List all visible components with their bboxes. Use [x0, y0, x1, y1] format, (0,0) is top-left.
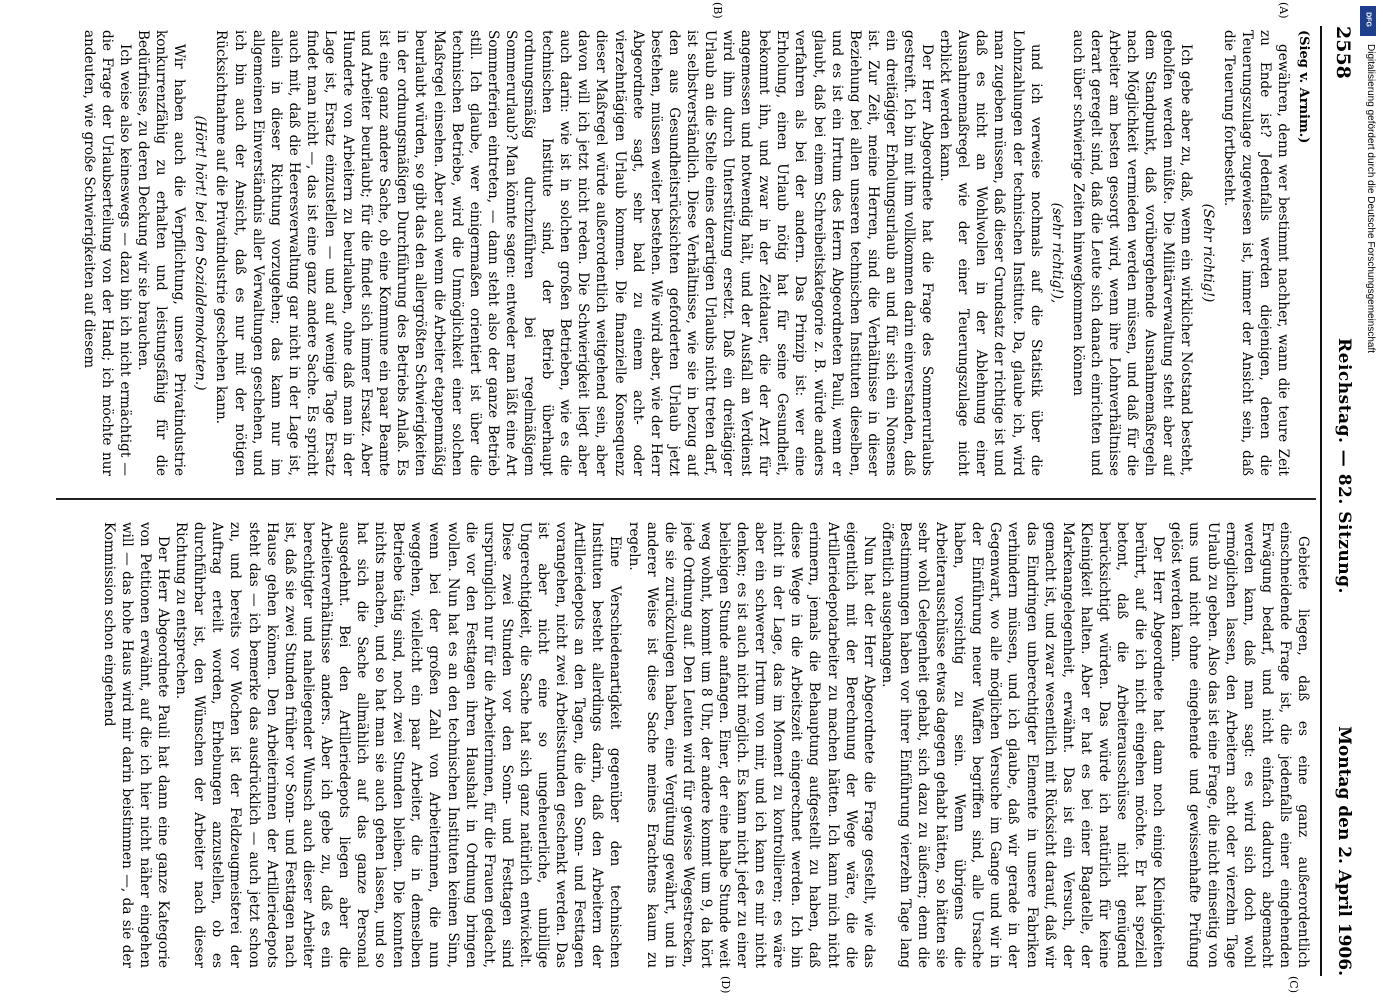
paragraph: Ich weise also keineswegs — dazu bin ich nicht ermächtigt — die Frage der Urlaubserteilung von der Hand; ich möchte nur andeuten, wie große Schwierigkeiten auf diesem	[80, 30, 133, 476]
interjection: (Sehr richtig!)	[1199, 203, 1216, 303]
header-rule	[1320, 26, 1322, 976]
paragraph: Der Herr Abgeordnete hat die Frage des Sommerurlaubs gestreift. Ich bin mit ihm vollkommen darin einverstanden, daß ein dreitägiger Erholungsurlaub an und für sich ein Nonsens ist. Zur Zeit, meine Herren, sind die Verhältnisse in dieser Beziehung bei allen unseren technischen Instituten dieselben, und es ist ein Irrtum des Herrn Abgeordneten Pauli, wenn er glaubt, daß bei einem Schreibeitskategorie z. B. würde anders verfahren als bei der andern. Das Prinzip ist: wer eine Erholung, einen Urlaub nötig hat für seine Gesundheit, bekommt ihn, und zwar in der Zeitdauer, die der Arzt für angemessen und notwendig hält, und der Ausfall an Verdienst wird ihm durch Unterstützung ersetzt. Daß ein dreitägiger Urlaub an die Stelle eines derartigen Urlaubs nicht treten darf, ist selbstverständlich. Diese Verhältnisse, wie sie in bezug auf den aus Gesundheitsrücksichten geforderten Urlaub jetzt bestehen, müssen weiter bestehen. Wie wird aber, wie der Herr Abgeordnete sagt, sehr bald zu einem acht- oder vierzehntägigen Urlaub kommen. Die finanzielle Konsequenz dieser Maßregel würde außerordentlich weitgehend sein, aber davon will ich jetzt nicht reden. Die Schwierigkeit liegt aber auch darin: wie ist in solchen großen Betrieben, wie es die technischen Institute sind, der Betrieb überhaupt ordnungsmäßig durchzuführen bei regelmäßigem Sommerurlaub? Man könnte sagen: entweder man läßt eine Art Sommerferien eintreten, — dann steht also der ganze Betrieb still. Ich glaube, wer einigermaßen orientiert ist über die technischen Betriebe, wird die Unmöglichkeit einer solchen Maßregel einsehen. Aber auch wenn die Arbeiter etappenmäßig beurlaubt würden, so gibt das den allergrößten Schwierigkeiten in der ordnungsmäßigen Durchführung des Betriebs Anlaß. Es ist eine ganz andere Sache, ob eine Kommune ein paar Beamte und Arbeiter beurlaubt; für die findet sich immer Ersatz. Aber Hunderte von Arbeitern zu beurlauben, ohne daß man in der Lage ist, Ersatz einzustellen — und auf wenige Tage Ersatz findet man nicht —, das ist eine ganz andere Sache. Es spricht auch mit, daß die Heeresverwaltung gar nicht in der Lage ist, allein in dieser Richtung vorzugehen; das kann nur im allgemeinen Einverständnis aller Verwaltungen geschehen, und ich bin auch der Ansicht, daß es nur mit der nötigen Rücksichtnahme auf die Privatindustrie geschehen kann.	[213, 30, 936, 476]
dfg-logo: DFG	[1360, 6, 1376, 36]
right-text-column	[57, 522, 1312, 968]
margin-marker-c: (C)	[1287, 976, 1300, 993]
left-text-column	[57, 30, 1312, 476]
paragraph: Nun hat der Herr Abgeordnete die Frage gestellt, wie das eigentlich mit der Berechnung der Wege wäre, die die Artilleriedepotarbeiter zu machen hätten. Ich kann mich nicht erinnern, jemals die Behauptung aufgestellt zu haben, daß diese Wege in die Arbeitszeit eingerechnet werden. Ich bin nicht in der Lage, das im Moment zu kontrollieren; es wäre aber ein schwerer Irrtum von mir, und ich kann es mir nicht denken; es ist auch nicht möglich. Es kann nicht jeder zu einer beliebigen Stunde anfangen. Einer, der eine halbe Stunde weit weg wohnt, kommt um 8 Uhr, der andere kommt um 9, da hört jede Ordnung auf. Den Leuten wird für gewisse Wegestrecken, die sie zurückzulegen haben, eine Vergütung gewährt, und in anderer Weise ist diese Sache meines Erachtens kaum zu regeln.	[625, 522, 877, 968]
paragraph: gewähren, denn wer bestimmt nachher, wann die teure Zeit zu Ende ist? Jedenfalls werden diejenigen, denen die Teuerungszulage zugewiesen ist, immer der Ansicht sein, daß die Teuerung fortbesteht.	[1220, 30, 1291, 476]
paragraph: Ich gebe aber zu, daß, wenn ein wirklicher Notstand besteht, geholfen werden müßte. Die Militärverwaltung steht aber auf dem Standpunkt, daß vorübergehende Ausnahmemaßregeln nach Möglichkeit vermieden werden müssen, und daß für die Arbeiter am besten gesorgt wird, wenn ihre Lohnverhältnisse derart geregelt sind, daß die Leute sich danach einrichten und auch über schwierige Zeiten hinwegkommen können	[1069, 30, 1195, 476]
paragraph: Der Herr Abgeordnete Pauli hat dann eine ganze Kategorie von Petitionen erwähnt, auf die ich hier nicht näher eingehen will — das hohe Haus wird mir darin beistimmen —, da sie der Kommission schon eingehend	[100, 522, 172, 968]
paragraph: und ich verweise nochmals auf die Statistik über die Lohnzahlungen der technischen Institute. Da, glaube ich, wird man zugeben müssen, daß dieser Grundsatz der richtige ist und daß es nicht an Wohlwollen in der Ablehnung einer Ausnahmemaßregel wie der einer Teuerungszulage nicht erblickt werden kann.	[937, 30, 1044, 476]
credit-text: Digitalisierung gefördert durch die Deutsche Forschungsgemeinschaft	[1365, 44, 1376, 354]
column-divider	[56, 498, 1316, 500]
margin-marker-a: (A)	[1277, 2, 1290, 19]
speaker-name: (Sieg v. Arnim.)	[1296, 30, 1311, 144]
paragraph: Der Herr Abgeordnete hat dann noch einige Kleinigkeiten berührt, auf die ich nicht eingehen möchte. Er hat speziell betont, daß die Arbeiterausschüsse nicht genügend berücksichtigt würden. Das würde ich natürlich für keine Kleinigkeit halten. Aber er hat es bei einer Bagatelle, der Markenangelegenheit, erwähnt. Das ist ein Versuch, der gemacht ist, und zwar wesentlich mit Rücksicht darauf, daß wir das Eindringen unberechtigter Elemente in unsere Fabriken verhindern müssen, und ich glaube, daß wir gerade in der Gegenwart, wo alle möglichen Versuche im Gange und wir in der Einführung neuer Waffen begriffen sind, alle Ursache haben, vorsichtig zu sein. Wenn übrigens die Arbeiterausschüsse etwas dagegen gehabt hätten, so hätten sie sehr wohl Gelegenheit gehabt, sich dazu zu äußern; denn die Bestimmungen haben vor ihrer Einführung vierzehn Tage lang öffentlich ausgehangen.	[878, 522, 1167, 968]
session-date: Montag den 2. April 1906.	[1334, 726, 1354, 976]
paragraph: Eine Verschiedenartigkeit gegenüber den technischen Instituten besteht allerdings darin, daß den Arbeitern der Artilleriedepots an den Tagen, die den Sonn- und Festtagen vorangehen, nicht zwei Arbeitsstunden geschenkt werden. Das ist aber nicht eine so ungeheuerliche, unbillige Ungerechtigkeit, die Sache hat sich ganz natürlich entwickelt. Diese zwei Stunden vor den Sonn- und Festtagen sind ursprünglich nur für die Arbeiterinnen, für die Frauen gedacht, die vor den Festtagen ihren Haushalt in Ordnung bringen wollen. Nun hat es an den technischen Instituten keinen Sinn, wenn bei der großen Zahl von Arbeiterinnen, die nun weggehen, vielleicht ein paar Arbeiter, die in demselben Betriebe tätig sind, noch zwei Stunden bleiben. Die konnten nichts machen, und so hat man sie auch gehen lassen, und so hat sich die Sache allmählich auf das ganze Personal ausgedehnt. Bei den Artilleriedepots liegen aber die Arbeiterverhältnisse anders. Aber ich gebe zu, daß es ein berechtigter und naheliegender Wunsch auch dieser Arbeiter ist, daß sie zwei Stunden früher vor Sonn- und Festtagen nach Hause gehen können. Den Arbeiterinnen der Artilleriedepots steht das — ich bemerke das ausdrücklich — auch jetzt schon zu, und bereits vor Wochen ist der Feldzeugmeisterei der Auftrag erteilt worden, Erhebungen anzustellen, ob es durchführbar ist, den Wünschen der Arbeiter nach dieser Richtung zu entsprechen.	[173, 522, 624, 968]
digitization-credit	[1358, 0, 1378, 1000]
interjection: (Hört! hört! bei den Sozialdemokraten.)	[192, 115, 209, 391]
paragraph: Wir haben auch die Verpflichtung, unsere Privatindustrie konkurrenzfähig zu erhalten und leistungsfähig für die Bedürfnisse, zu deren Deckung wir sie brauchen.	[135, 30, 188, 476]
margin-marker-b: (B)	[711, 2, 724, 19]
session-title: Reichstag. — 82. Sitzung.	[1334, 338, 1354, 594]
interjection: (sehr richtig!),	[1048, 202, 1065, 304]
paragraph: Gebiete liegen, daß es eine ganz außerordentlich einschneidende Frage ist, die jedenfalls einer eingehenden Erwägung bedarf, und nicht einfach dadurch abgemacht werden kann, daß man sagt: es wird sich doch wohl ermöglichen lassen, den Arbeitern acht oder vierzehn Tage Urlaub zu geben. Also das ist eine Frage, die nicht einseitig von uns und nicht ohne eingehende und gewissenhafte Prüfung gelöst werden kann.	[1168, 522, 1311, 968]
page-number: 2558	[1332, 26, 1354, 79]
margin-marker-d: (D)	[719, 976, 732, 994]
